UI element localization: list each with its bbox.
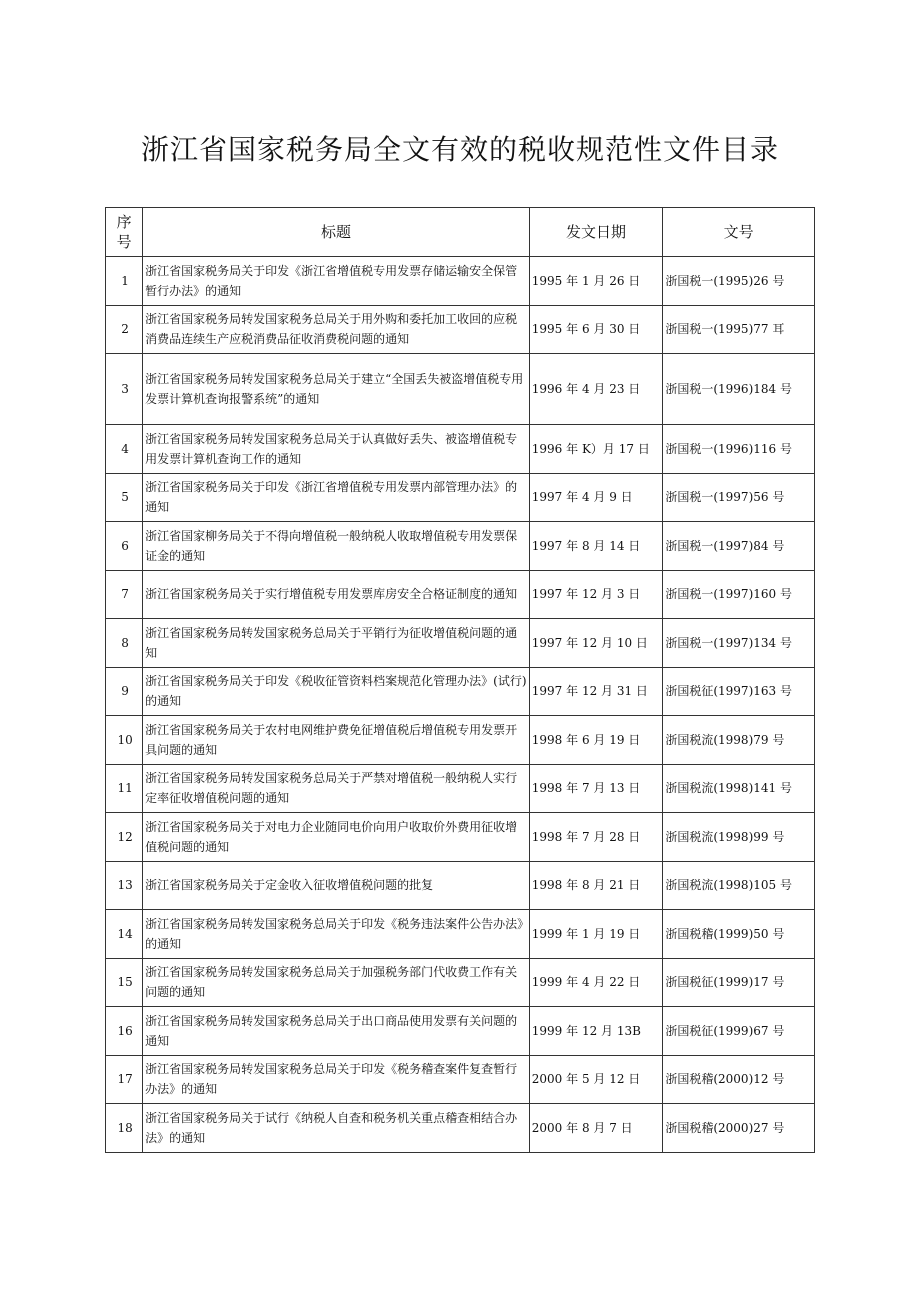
cell-doc-number: 浙国税稽(2000)12 号 bbox=[663, 1055, 815, 1104]
cell-date: 1996 年 4 月 23 日 bbox=[529, 354, 663, 425]
cell-date: 1997 年 12 月 3 日 bbox=[529, 570, 663, 619]
cell-serial-number: 13 bbox=[106, 861, 143, 910]
table-row bbox=[106, 958, 815, 1007]
table-row bbox=[106, 1104, 815, 1153]
cell-title: 浙江省国家税务局关于印发《税收征管资料档案规范化管理办法》(试行)的通知 bbox=[143, 667, 530, 716]
table-row bbox=[106, 1007, 815, 1056]
cell-doc-number: 浙国税流(1998)79 号 bbox=[663, 716, 815, 765]
cell-title: 浙江省国家税务局转发国家税务总局关于用外购和委托加工收回的应税消费品连续生产应税消费品征收消费税问题的通知 bbox=[143, 305, 530, 354]
cell-serial-number: 7 bbox=[106, 570, 143, 619]
cell-serial-number: 4 bbox=[106, 425, 143, 474]
cell-doc-number: 浙国税稽(2000)27 号 bbox=[663, 1104, 815, 1153]
cell-serial-number: 8 bbox=[106, 619, 143, 668]
cell-doc-number: 浙国税流(1998)99 号 bbox=[663, 813, 815, 862]
cell-date: 1997 年 4 月 9 日 bbox=[529, 473, 663, 522]
cell-date: 1999 年 12 月 13B bbox=[529, 1007, 663, 1056]
cell-doc-number: 浙国税一(1997)134 号 bbox=[663, 619, 815, 668]
document-catalog-table bbox=[105, 207, 815, 1153]
cell-date: 1998 年 7 月 13 日 bbox=[529, 764, 663, 813]
header-serial-line1: 序 bbox=[116, 213, 132, 231]
cell-title: 浙江省国家柳务局关于不得向增值税一般纳税人收取增值税专用发票保证金的通知 bbox=[143, 522, 530, 571]
cell-serial-number: 14 bbox=[106, 910, 143, 959]
table-row bbox=[106, 619, 815, 668]
cell-serial-number: 5 bbox=[106, 473, 143, 522]
cell-date: 1998 年 8 月 21 日 bbox=[529, 861, 663, 910]
cell-title: 浙江省国家税务局转发国家税务总局关于建立“全国丢失被盗增值税专用发票计算机查询报警系统”的通知 bbox=[143, 354, 530, 425]
cell-doc-number: 浙国税征(1999)17 号 bbox=[663, 958, 815, 1007]
cell-doc-number: 浙国税一(1996)184 号 bbox=[663, 354, 815, 425]
page-title: 浙江省国家税务局全文有效的税收规范性文件目录 bbox=[140, 133, 779, 166]
header-serial-number bbox=[106, 208, 143, 257]
cell-serial-number: 6 bbox=[106, 522, 143, 571]
cell-date: 1995 年 1 月 26 日 bbox=[529, 257, 663, 306]
table-row bbox=[106, 257, 815, 306]
cell-doc-number: 浙国税征(1999)67 号 bbox=[663, 1007, 815, 1056]
cell-date: 1998 年 6 月 19 日 bbox=[529, 716, 663, 765]
cell-title: 浙江省国家税务局转发国家税务总局关于认真做好丢失、被盗增值税专用发票计算机查询工作的通知 bbox=[143, 425, 530, 474]
table-row bbox=[106, 813, 815, 862]
table-row bbox=[106, 522, 815, 571]
table-header-row bbox=[106, 208, 815, 257]
table-body bbox=[106, 257, 815, 1153]
header-title: 标题 bbox=[143, 208, 530, 257]
cell-title: 浙江省国家税务局关于试行《纳税人自查和税务机关重点稽查相结合办法》的通知 bbox=[143, 1104, 530, 1153]
cell-title: 浙江省国家税务局转发国家税务总局关于加强税务部门代收费工作有关问题的通知 bbox=[143, 958, 530, 1007]
table-row bbox=[106, 305, 815, 354]
table-row bbox=[106, 764, 815, 813]
cell-serial-number: 15 bbox=[106, 958, 143, 1007]
cell-title: 浙江省国家税务局关于实行增值税专用发票库房安全合格证制度的通知 bbox=[143, 570, 530, 619]
cell-title: 浙江省国家税务局关于印发《浙江省增值税专用发票内部管理办法》的通知 bbox=[143, 473, 530, 522]
cell-date: 1996 年 K）月 17 日 bbox=[529, 425, 663, 474]
cell-doc-number: 浙国税流(1998)141 号 bbox=[663, 764, 815, 813]
cell-title: 浙江省国家税务局关于对电力企业随同电价向用户收取价外费用征收增值税问题的通知 bbox=[143, 813, 530, 862]
cell-serial-number: 11 bbox=[106, 764, 143, 813]
cell-date: 1997 年 12 月 31 日 bbox=[529, 667, 663, 716]
cell-title: 浙江省国家税务局关于农村电网维护费免征增值税后增值税专用发票开具问题的通知 bbox=[143, 716, 530, 765]
cell-serial-number: 12 bbox=[106, 813, 143, 862]
cell-date: 2000 年 8 月 7 日 bbox=[529, 1104, 663, 1153]
cell-title: 浙江省国家税务局转发国家税务总局关于平销行为征收增值税问题的通知 bbox=[143, 619, 530, 668]
cell-date: 1998 年 7 月 28 日 bbox=[529, 813, 663, 862]
cell-serial-number: 2 bbox=[106, 305, 143, 354]
header-doc-number: 文号 bbox=[663, 208, 815, 257]
cell-doc-number: 浙国税流(1998)105 号 bbox=[663, 861, 815, 910]
cell-serial-number: 3 bbox=[106, 354, 143, 425]
cell-title: 浙江省国家税务局转发国家税务总局关于严禁对增值税一般纳税人实行定率征收增值税问题的通知 bbox=[143, 764, 530, 813]
cell-date: 1999 年 1 月 19 日 bbox=[529, 910, 663, 959]
cell-doc-number: 浙国税征(1997)163 号 bbox=[663, 667, 815, 716]
cell-serial-number: 18 bbox=[106, 1104, 143, 1153]
cell-serial-number: 17 bbox=[106, 1055, 143, 1104]
cell-date: 2000 年 5 月 12 日 bbox=[529, 1055, 663, 1104]
cell-serial-number: 9 bbox=[106, 667, 143, 716]
cell-date: 1997 年 8 月 14 日 bbox=[529, 522, 663, 571]
table-row bbox=[106, 910, 815, 959]
cell-title: 浙江省国家税务局转发国家税务总局关于印发《税务稽查案件复查暂行办法》的通知 bbox=[143, 1055, 530, 1104]
cell-title: 浙江省国家税务局转发国家税务总局关于出口商品使用发票有关问题的通知 bbox=[143, 1007, 530, 1056]
cell-title: 浙江省国家税务局关于印发《浙江省增值税专用发票存储运输安全保管暂行办法》的通知 bbox=[143, 257, 530, 306]
header-serial-line2: 号 bbox=[116, 233, 132, 251]
cell-doc-number: 浙国税一(1995)26 号 bbox=[663, 257, 815, 306]
table-row bbox=[106, 1055, 815, 1104]
table-row bbox=[106, 667, 815, 716]
table-row bbox=[106, 570, 815, 619]
table-row bbox=[106, 861, 815, 910]
cell-serial-number: 1 bbox=[106, 257, 143, 306]
cell-date: 1999 年 4 月 22 日 bbox=[529, 958, 663, 1007]
cell-date: 1997 年 12 月 10 日 bbox=[529, 619, 663, 668]
cell-doc-number: 浙国税稽(1999)50 号 bbox=[663, 910, 815, 959]
cell-doc-number: 浙国税一(1995)77 耳 bbox=[663, 305, 815, 354]
cell-title: 浙江省国家税务局关于定金收入征收增值税问题的批复 bbox=[143, 861, 530, 910]
header-date: 发文日期 bbox=[529, 208, 663, 257]
table-row bbox=[106, 716, 815, 765]
cell-serial-number: 10 bbox=[106, 716, 143, 765]
table-row bbox=[106, 425, 815, 474]
cell-doc-number: 浙国税一(1996)116 号 bbox=[663, 425, 815, 474]
cell-serial-number: 16 bbox=[106, 1007, 143, 1056]
table-row bbox=[106, 354, 815, 425]
table-row bbox=[106, 473, 815, 522]
cell-doc-number: 浙国税一(1997)160 号 bbox=[663, 570, 815, 619]
cell-title: 浙江省国家税务局转发国家税务总局关于印发《税务违法案件公告办法》的通知 bbox=[143, 910, 530, 959]
cell-doc-number: 浙国税一(1997)56 号 bbox=[663, 473, 815, 522]
cell-date: 1995 年 6 月 30 日 bbox=[529, 305, 663, 354]
cell-doc-number: 浙国税一(1997)84 号 bbox=[663, 522, 815, 571]
